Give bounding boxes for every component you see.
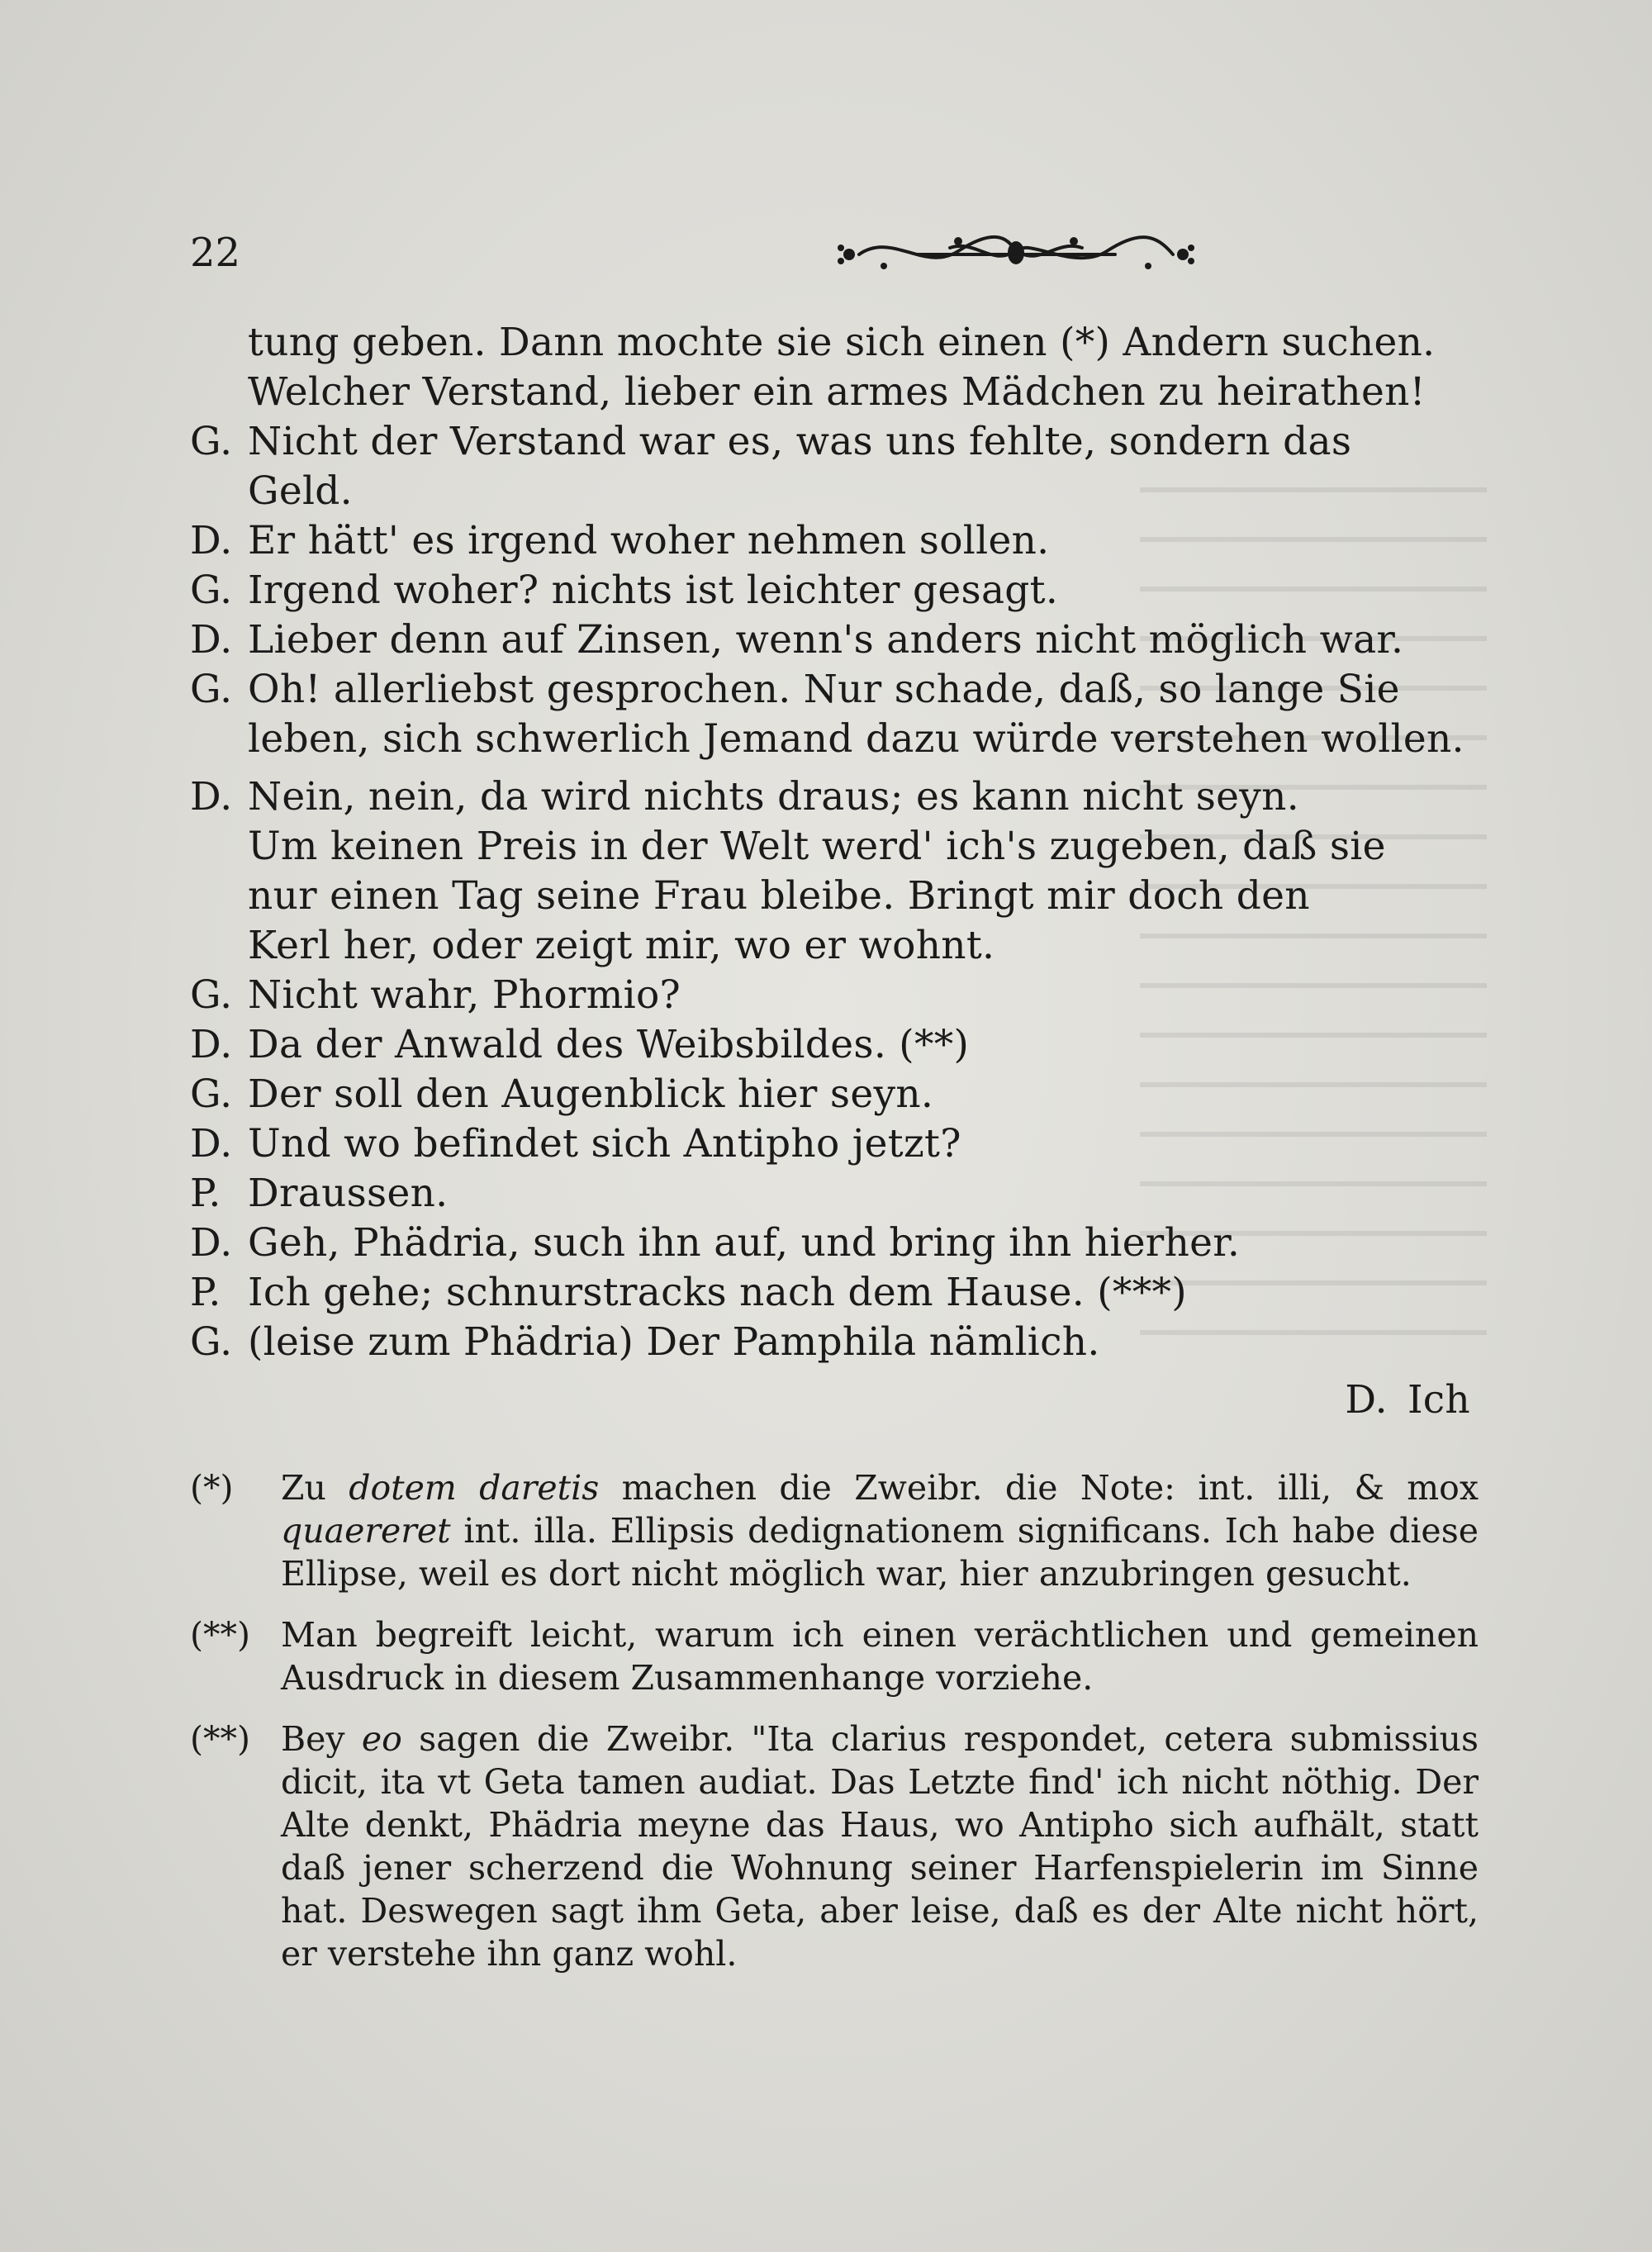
speaker-label: D. bbox=[190, 518, 233, 563]
speech-text: Kerl her, oder zeigt mir, wo er wohnt. bbox=[248, 923, 995, 968]
footnote-mark: (**) bbox=[190, 1719, 250, 1759]
speaker-label: G. bbox=[190, 1071, 233, 1117]
dialogue-line bbox=[190, 772, 1479, 822]
dialogue-line bbox=[190, 971, 1479, 1020]
speech-text: Er hätt' es irgend woher nehmen sollen. bbox=[248, 518, 1050, 563]
dialogue-line bbox=[190, 822, 1479, 872]
dialogue-line bbox=[190, 1070, 1479, 1119]
dialogue-line bbox=[190, 872, 1479, 921]
footnotes bbox=[190, 1466, 1479, 1993]
speaker-label: P. bbox=[190, 1270, 221, 1315]
dialogue-line bbox=[190, 417, 1479, 467]
speaker-label: G. bbox=[190, 419, 233, 464]
page-header bbox=[190, 223, 1479, 289]
speaker-label: G. bbox=[190, 972, 233, 1018]
dialogue-line bbox=[190, 1020, 1479, 1070]
speaker-label: G. bbox=[190, 667, 233, 712]
footnote-text: Bey eo sagen die Zweibr. "Ita clarius respondet, cetera submissius dicit, ita vt Geta tamen audiat. Das Letzte find' ich nicht nöthig. Der Alte denkt, Phädria meyne das Haus, wo Antipho sich aufhält, statt daß jener scherzend die Wohnung seiner Harfenspielerin im Sinne hat. Deswegen sagt ihm Geta, aber leise, daß es der Alte nicht hört, er verstehe ihn ganz wohl. bbox=[281, 1719, 1479, 1974]
speaker-label: D. bbox=[190, 617, 233, 663]
dialogue-line bbox=[190, 665, 1479, 715]
dialogue-line bbox=[190, 467, 1479, 516]
dialogue-line bbox=[190, 566, 1479, 615]
dialogue-line bbox=[190, 615, 1479, 665]
catchword-speaker: D. bbox=[1345, 1377, 1388, 1423]
speech-text: (leise zum Phädria) Der Pamphila nämlich. bbox=[248, 1319, 1100, 1365]
speech-text: Da der Anwald des Weibsbildes. (**) bbox=[248, 1022, 970, 1067]
speech-text: Irgend woher? nichts ist leichter gesagt. bbox=[248, 568, 1059, 613]
speech-text: Nein, nein, da wird nichts draus; es kann nicht seyn. bbox=[248, 774, 1299, 820]
dialogue-block bbox=[190, 318, 1479, 1433]
speech-text: tung geben. Dann mochte sie sich einen (*) Andern suchen. bbox=[248, 320, 1436, 365]
dialogue-line bbox=[190, 1219, 1479, 1268]
speaker-label: D. bbox=[190, 1220, 233, 1266]
dialogue-line bbox=[190, 516, 1479, 566]
footnote-mark: (*) bbox=[190, 1468, 234, 1508]
speaker-label: D. bbox=[190, 1022, 233, 1067]
speech-text: Oh! allerliebst gesprochen. Nur schade, daß, so lange Sie bbox=[248, 667, 1400, 712]
speech-text: Ich gehe; schnurstracks nach dem Hause. (***) bbox=[248, 1270, 1187, 1315]
speaker-label: D. bbox=[190, 774, 233, 820]
footnote-mark: (**) bbox=[190, 1615, 250, 1655]
catchword-text: Ich bbox=[1407, 1377, 1470, 1423]
speaker-label: G. bbox=[190, 1319, 233, 1365]
dialogue-line bbox=[190, 368, 1479, 417]
paragraph-gap bbox=[190, 764, 1479, 772]
speech-text: Der soll den Augenblick hier seyn. bbox=[248, 1071, 934, 1117]
dialogue-line bbox=[190, 318, 1479, 368]
catchword bbox=[190, 1375, 1479, 1433]
speech-text: nur einen Tag seine Frau bleibe. Bringt mir doch den bbox=[248, 873, 1310, 919]
footnote bbox=[190, 1466, 1479, 1595]
speech-text: Geld. bbox=[248, 468, 353, 514]
speech-text: Nicht wahr, Phormio? bbox=[248, 972, 681, 1018]
speech-text: Und wo befindet sich Antipho jetzt? bbox=[248, 1121, 961, 1166]
dialogue-line bbox=[190, 1318, 1479, 1367]
footnote-text: Man begreift leicht, warum ich einen verächtlichen und gemeinen Ausdruck in diesem Zusammenhange vorziehe. bbox=[281, 1615, 1479, 1698]
footnote bbox=[190, 1613, 1479, 1699]
speaker-label: D. bbox=[190, 1121, 233, 1166]
speech-text: Lieber denn auf Zinsen, wenn's anders nicht möglich war. bbox=[248, 617, 1404, 663]
speech-text: leben, sich schwerlich Jemand dazu würde verstehen wollen. bbox=[248, 716, 1464, 762]
page-number: 22 bbox=[190, 230, 241, 276]
speech-text: Nicht der Verstand war es, was uns fehlte, sondern das bbox=[248, 419, 1352, 464]
speaker-label: P. bbox=[190, 1171, 221, 1216]
dialogue-line bbox=[190, 1119, 1479, 1169]
speech-text: Um keinen Preis in der Welt werd' ich's zugeben, daß sie bbox=[248, 824, 1386, 869]
floral-vine-ornament-icon bbox=[834, 223, 1198, 281]
speech-text: Geh, Phädria, such ihn auf, und bring ihn hierher. bbox=[248, 1220, 1241, 1266]
speech-text: Draussen. bbox=[248, 1171, 449, 1216]
dialogue-line bbox=[190, 921, 1479, 971]
dialogue-line bbox=[190, 1268, 1479, 1318]
speech-text: Welcher Verstand, lieber ein armes Mädchen zu heirathen! bbox=[248, 369, 1426, 415]
dialogue-line bbox=[190, 715, 1479, 764]
dialogue-line bbox=[190, 1169, 1479, 1219]
footnote-text: Zu dotem daretis machen die Zweibr. die Note: int. illi, & mox quaereret int. illa. Ellipsis dedignationem significans. Ich habe diese Ellipse, weil es dort nicht möglich war, hier anzubringen gesucht. bbox=[281, 1468, 1479, 1594]
footnote bbox=[190, 1718, 1479, 1975]
speaker-label: G. bbox=[190, 568, 233, 613]
